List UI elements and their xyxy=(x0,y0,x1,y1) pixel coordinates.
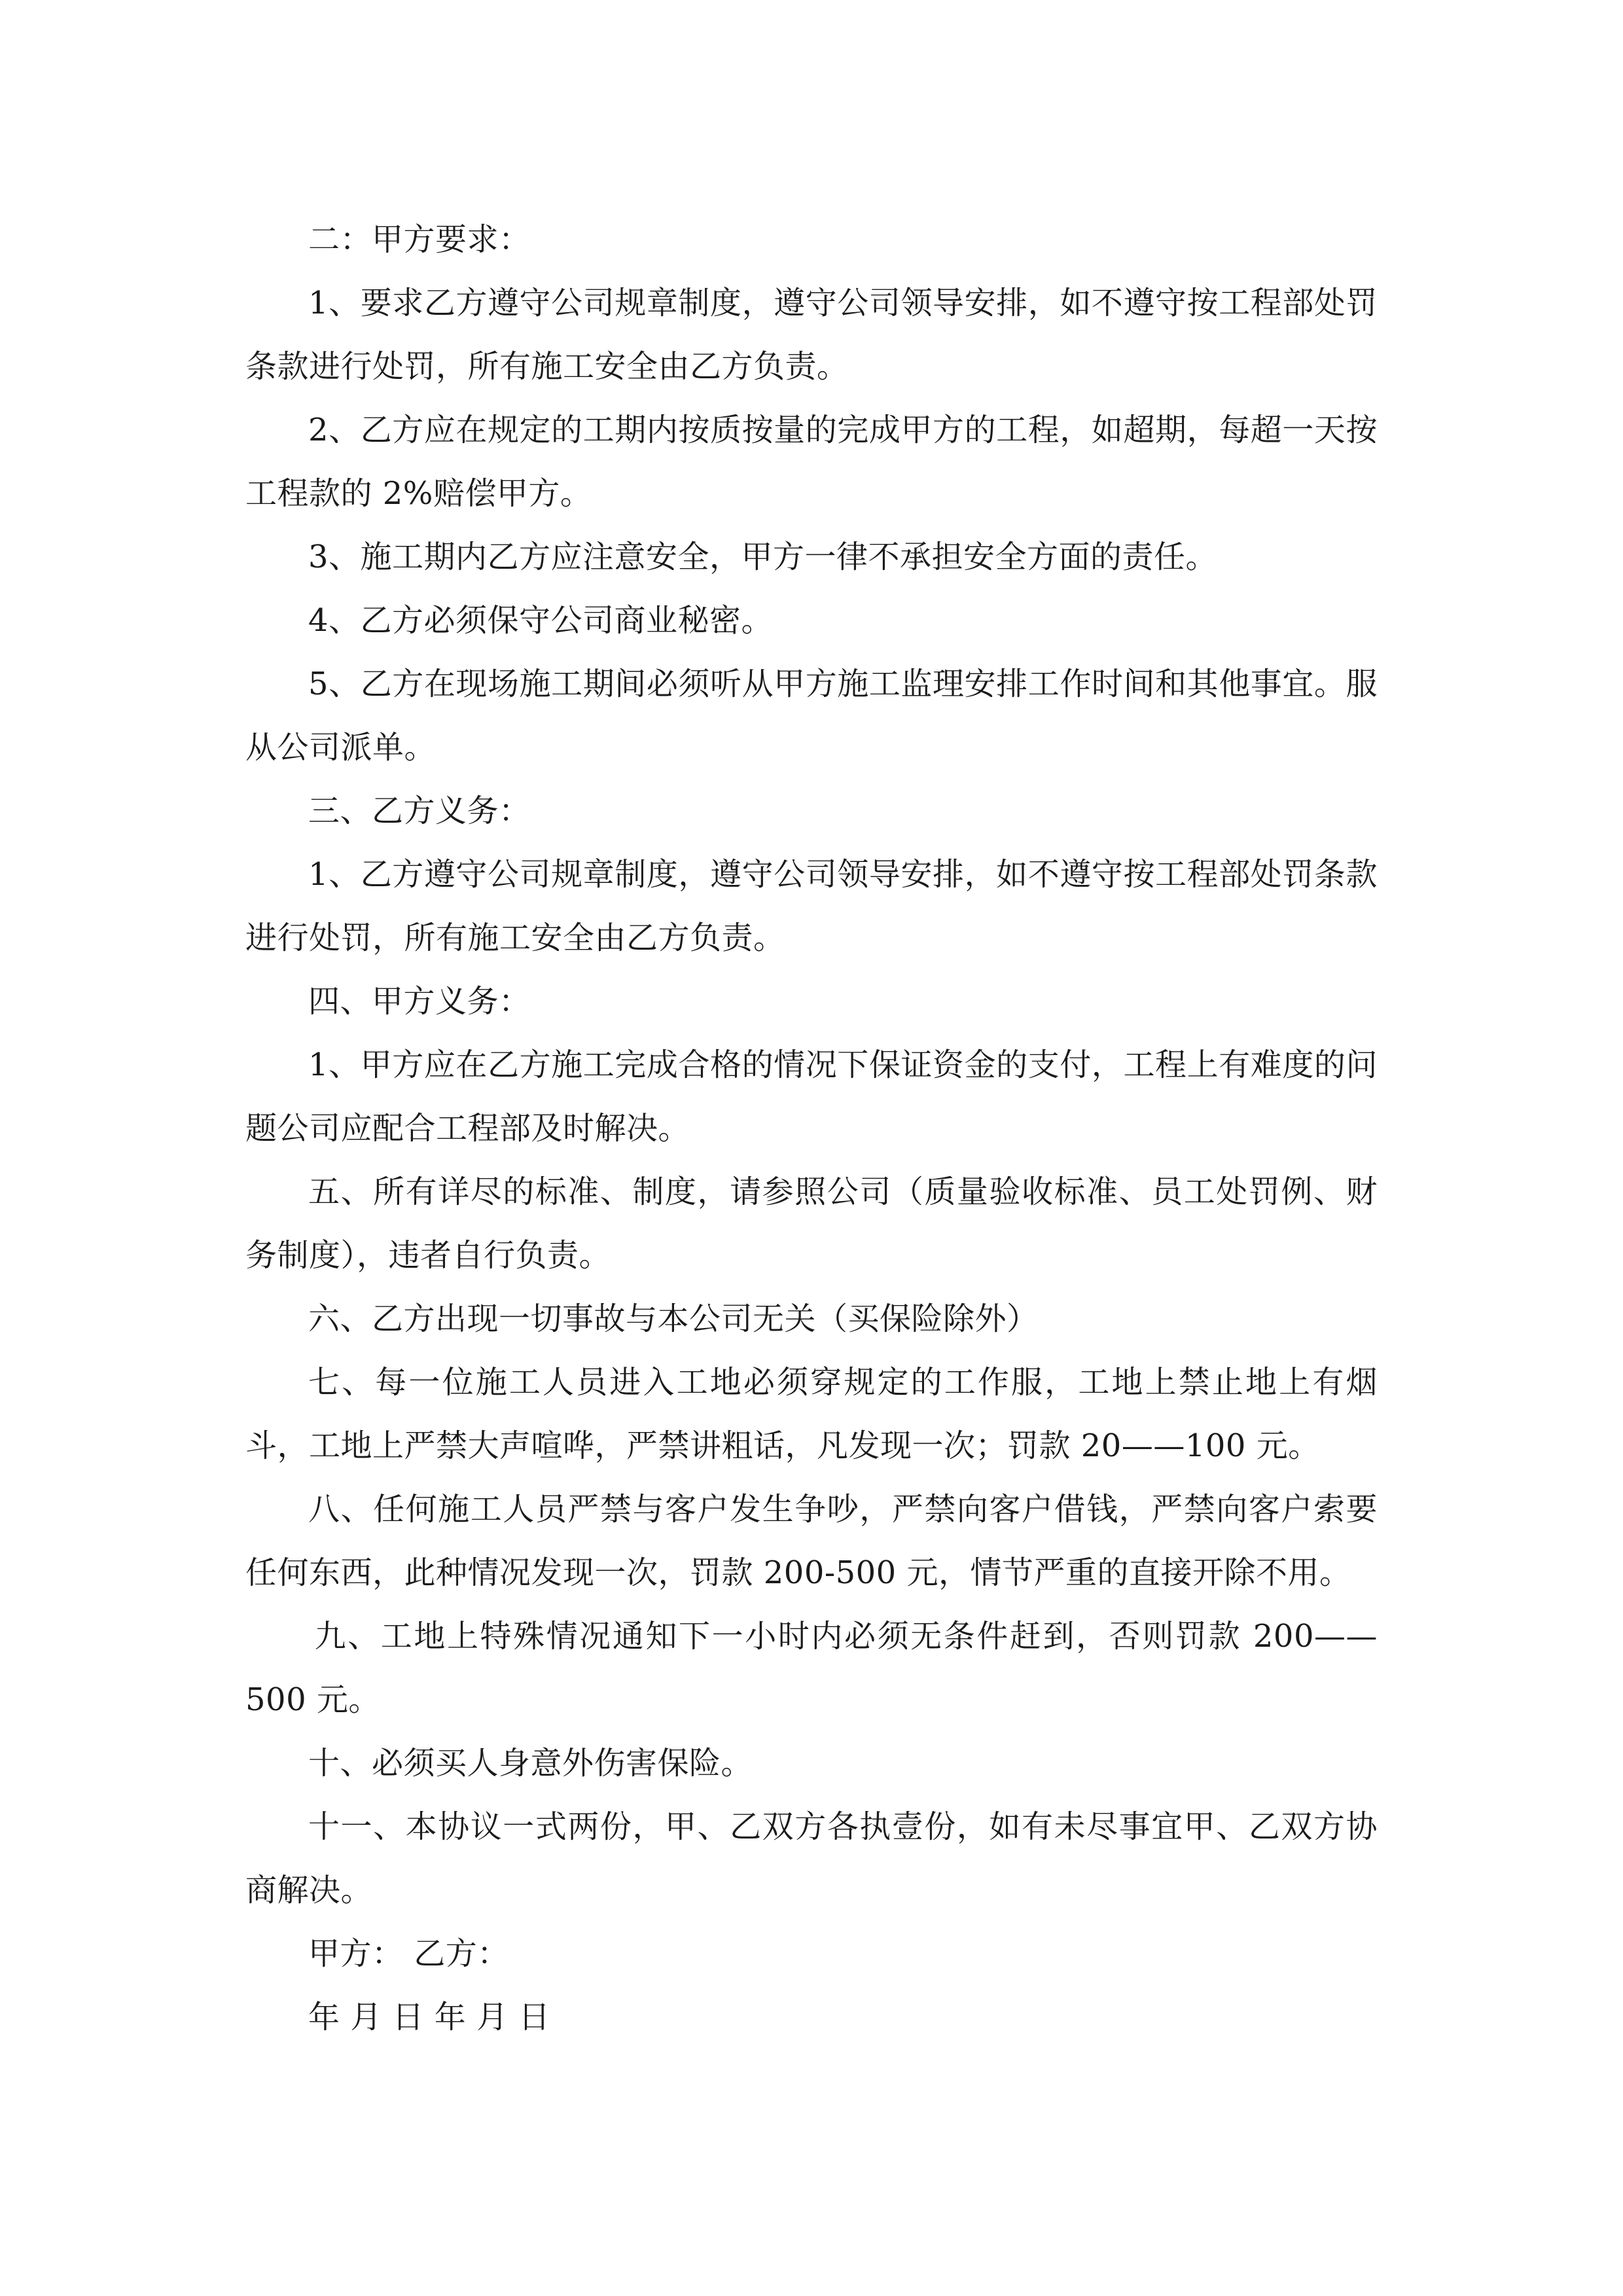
clause-paragraph: 七、每一位施工人员进入工地必须穿规定的工作服，工地上禁止地上有烟斗，工地上严禁大声喧哗，严禁讲粗话，凡发现一次；罚款 20——100 元。 xyxy=(245,1364,1378,1464)
section-heading-party-a-obligations: 四、甲方义务： xyxy=(308,983,531,1020)
section-heading-party-b-obligations: 三、乙方义务： xyxy=(308,793,531,829)
clause-paragraph: 1、要求乙方遵守公司规章制度，遵守公司领导安排，如不遵守按工程部处罚条款进行处罚，所有施工安全由乙方负责。 xyxy=(245,285,1378,385)
clause-paragraph: 九、工地上特殊情况通知下一小时内必须无条件赶到，否则罚款 200——500 元。 xyxy=(245,1618,1378,1718)
agreement-body xyxy=(245,208,1378,2049)
clause-paragraph: 五、所有详尽的标准、制度，请参照公司（质量验收标准、员工处罚例、财务制度），违者自行负责。 xyxy=(245,1174,1378,1274)
clause-paragraph: 十一、本协议一式两份，甲、乙双方各执壹份，如有未尽事宜甲、乙双方协商解决。 xyxy=(245,1808,1378,1909)
clause-paragraph: 5、乙方在现场施工期间必须听从甲方施工监理安排工作时间和其他事宜。服从公司派单。 xyxy=(245,666,1378,766)
date-line: 年 月 日 年 月 日 xyxy=(308,1999,550,2036)
signature-line: 甲方： 乙方： xyxy=(308,1935,509,1972)
clause-paragraph: 1、甲方应在乙方施工完成合格的情况下保证资金的支付，工程上有难度的问题公司应配合工程部及时解决。 xyxy=(245,1047,1378,1147)
clause-paragraph: 六、乙方出现一切事故与本公司无关（买保险除外） xyxy=(308,1300,1039,1337)
clause-paragraph: 2、乙方应在规定的工期内按质按量的完成甲方的工程，如超期，每超一天按工程款的 2%赔偿甲方。 xyxy=(245,412,1378,512)
clause-paragraph: 十、必须买人身意外伤害保险。 xyxy=(308,1745,753,1782)
clause-paragraph: 八、任何施工人员严禁与客户发生争吵，严禁向客户借钱，严禁向客户索要任何东西，此种情况发现一次，罚款 200-500 元，情节严重的直接开除不用。 xyxy=(245,1491,1378,1591)
section-heading-party-a-requirements: 二：甲方要求： xyxy=(308,221,531,258)
clause-paragraph: 4、乙方必须保守公司商业秘密。 xyxy=(308,602,774,639)
clause-paragraph: 3、施工期内乙方应注意安全，甲方一律不承担安全方面的责任。 xyxy=(308,539,1218,575)
clause-paragraph: 1、乙方遵守公司规章制度，遵守公司领导安排，如不遵守按工程部处罚条款进行处罚，所有施工安全由乙方负责。 xyxy=(245,856,1378,956)
